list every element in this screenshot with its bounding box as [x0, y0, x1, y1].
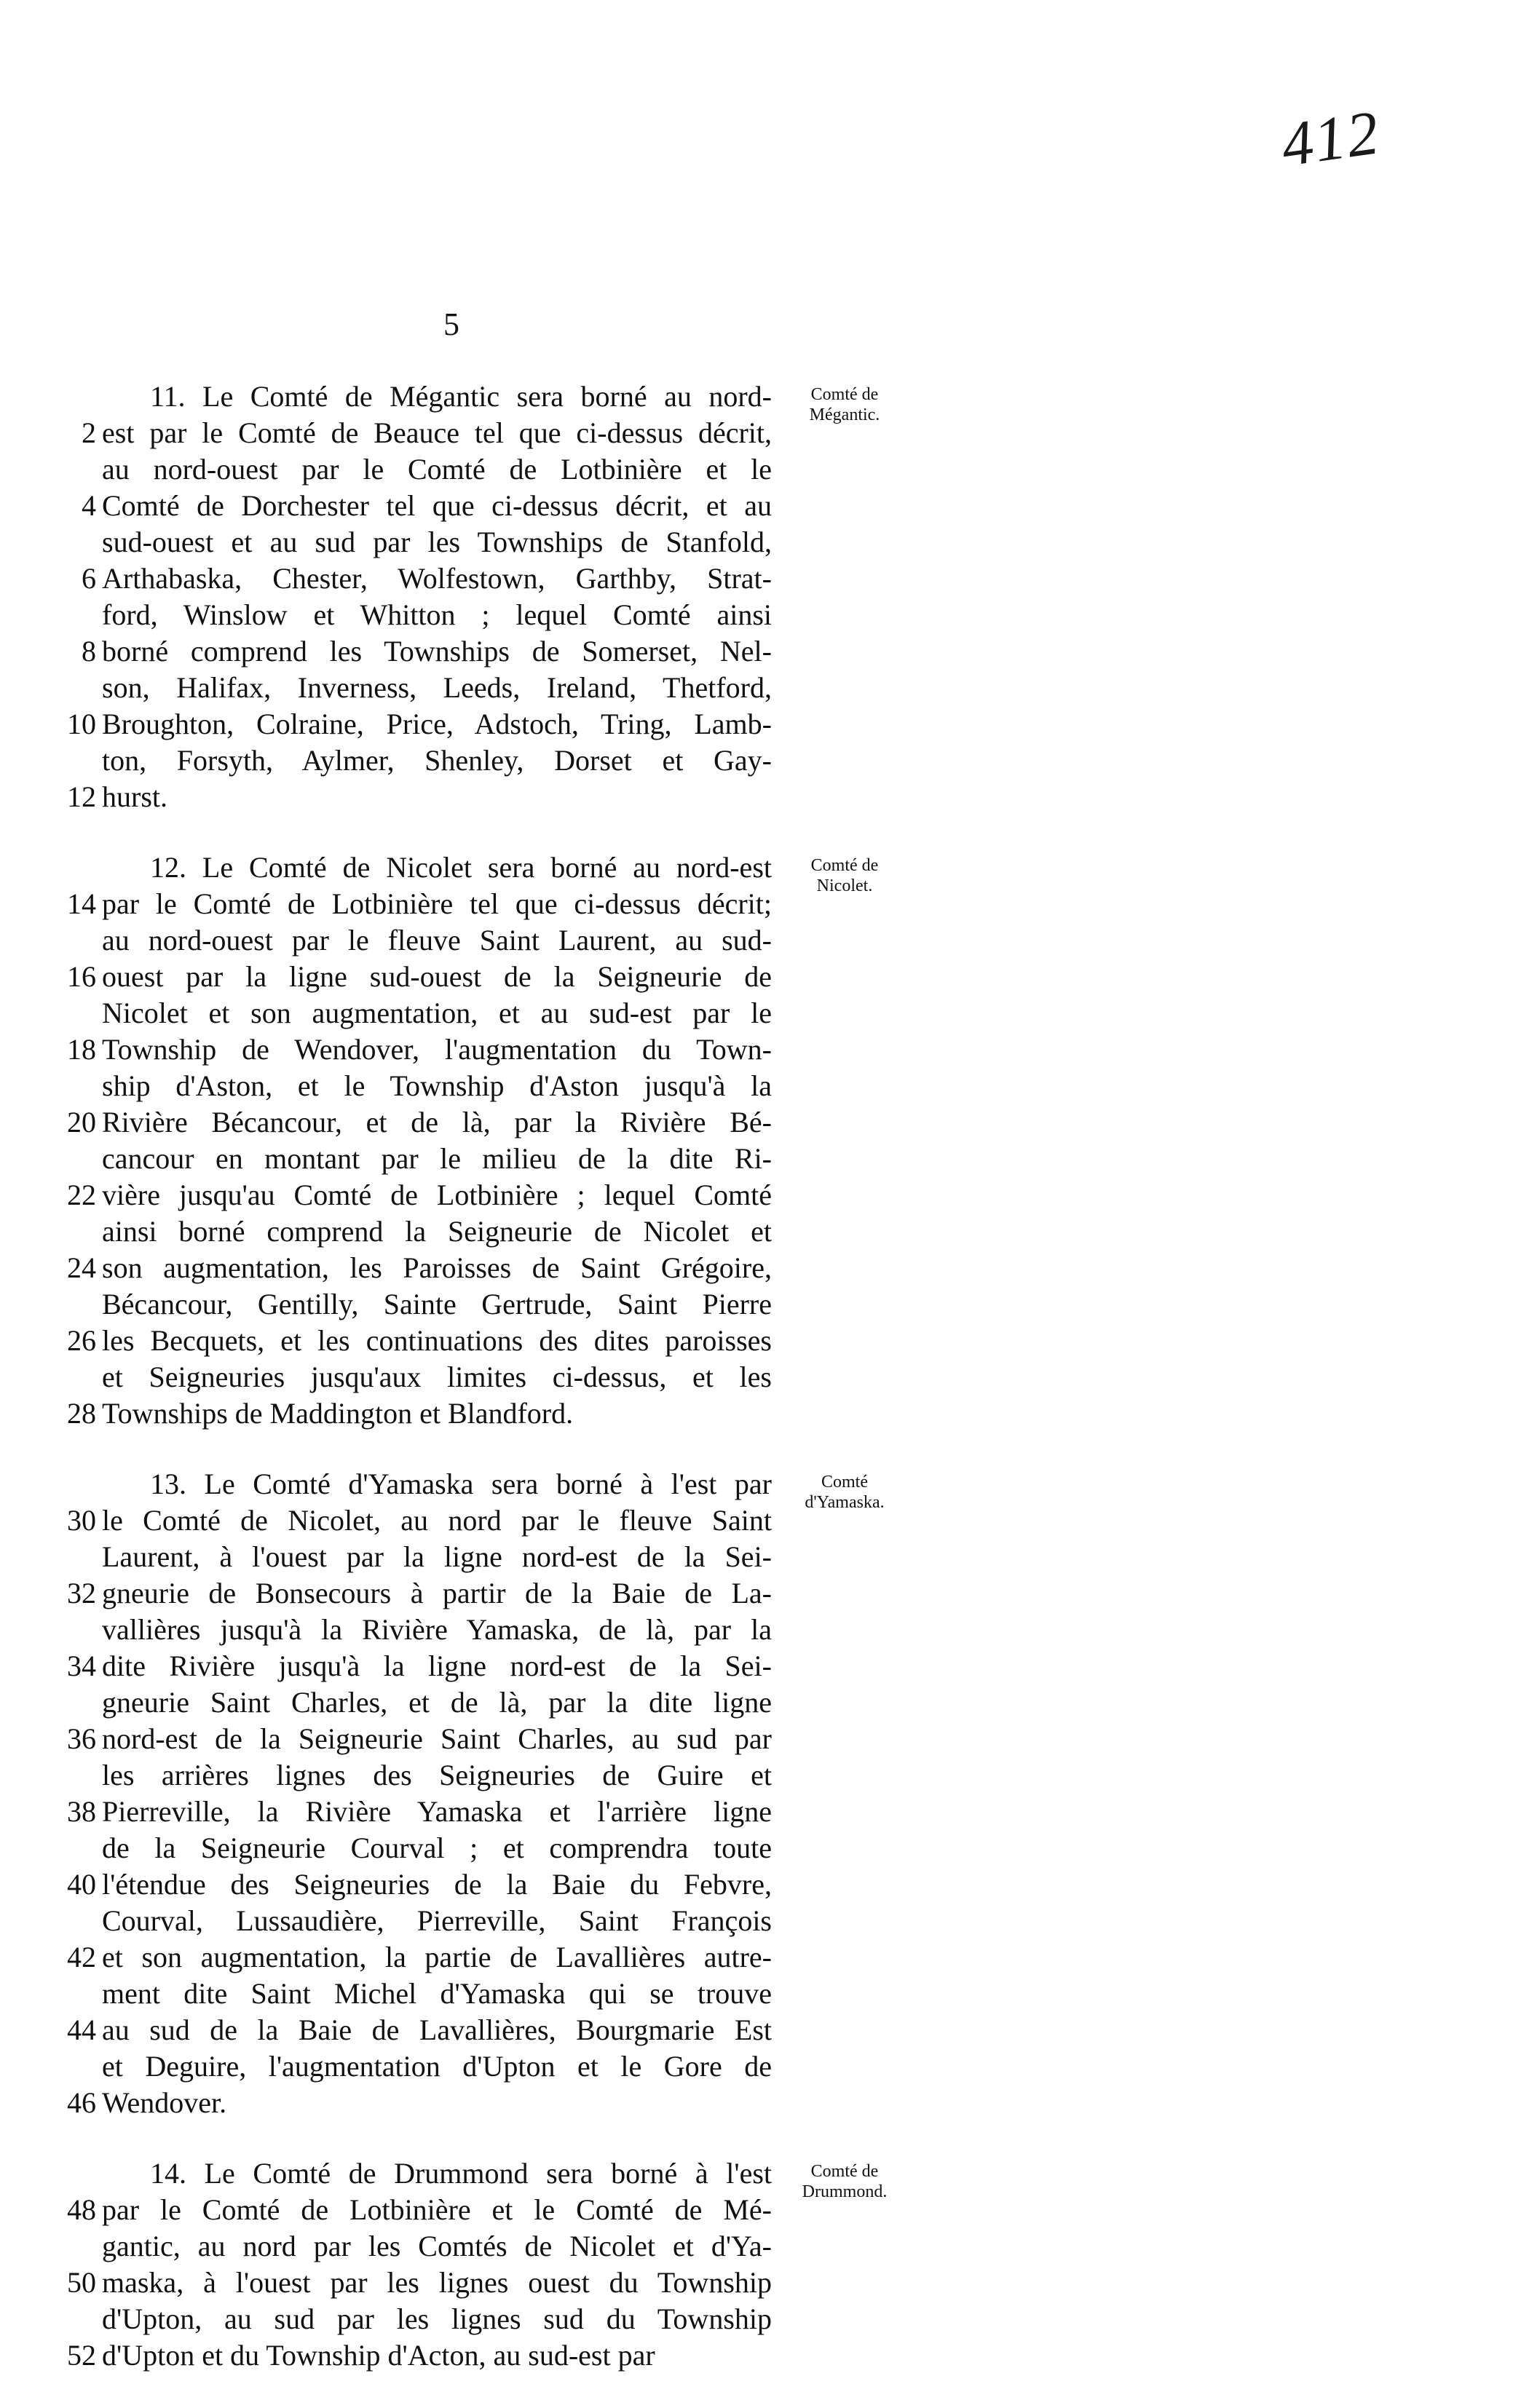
line-number: 4	[82, 489, 96, 522]
line-text: Nicolet et son augmentation, et au sud-est par le	[102, 997, 772, 1029]
text-line	[0, 1866, 1513, 1903]
text-line	[0, 995, 1513, 1031]
line-text: l'étendue des Seigneuries de la Baie du Febvre,	[102, 1868, 772, 1901]
line-text: Rivière Bécancour, et de là, par la Rivière Bé-	[102, 1106, 772, 1138]
line-text: Courval, Lussaudière, Pierreville, Saint François	[102, 1904, 772, 1937]
text-line	[0, 886, 1513, 922]
line-number: 20	[67, 1106, 96, 1138]
text-line	[0, 1177, 1513, 1213]
line-text: le Comté de Nicolet, au nord par le fleuve Saint	[102, 1504, 772, 1537]
line-text: maska, à l'ouest par les lignes ouest du Township	[102, 2266, 772, 2299]
line-text: borné comprend les Townships de Somerset, Nel-	[102, 635, 772, 668]
line-text: ship d'Aston, et le Township d'Aston jusqu'à la	[102, 1069, 772, 1102]
text-line	[0, 1684, 1513, 1721]
line-text: gantic, au nord par les Comtés de Nicolet et d'Ya-	[102, 2230, 772, 2262]
line-number: 30	[67, 1504, 96, 1537]
text-line	[0, 670, 1513, 706]
line-text: par le Comté de Lotbinière et le Comté de Mé-	[102, 2193, 772, 2226]
line-text: au nord-ouest par le fleuve Saint Laurent, au sud-	[102, 924, 772, 957]
text-line	[0, 1794, 1513, 1830]
line-text: gneurie de Bonsecours à partir de la Baie de La-	[102, 1577, 772, 1609]
text-line	[0, 1104, 1513, 1141]
text-line	[0, 1466, 1513, 1502]
line-text: Bécancour, Gentilly, Sainte Gertrude, Saint Pierre	[102, 1288, 772, 1320]
text-line	[0, 561, 1513, 597]
line-text: gneurie Saint Charles, et de là, par la dite ligne	[102, 1686, 772, 1719]
text-line	[0, 1939, 1513, 1976]
line-text: d'Upton et du Township d'Acton, au sud-est par	[102, 2339, 655, 2372]
line-number: 2	[82, 416, 96, 449]
line-number: 32	[67, 1577, 96, 1609]
text-line	[0, 1830, 1513, 1866]
line-number: 44	[67, 2013, 96, 2046]
text-line	[0, 1903, 1513, 1939]
line-number: 28	[67, 1397, 96, 1430]
line-text: ouest par la ligne sud-ouest de la Seigneurie de	[102, 960, 772, 993]
text-line	[0, 633, 1513, 670]
line-text: nord-est de la Seigneurie Saint Charles, au sud par	[102, 1722, 772, 1755]
text-line	[0, 415, 1513, 451]
line-text: ment dite Saint Michel d'Yamaska qui se trouve	[102, 1977, 772, 2010]
line-text: son, Halifax, Inverness, Leeds, Ireland, Thetford,	[102, 671, 772, 704]
text-line	[0, 2228, 1513, 2265]
handwritten-folio-number: 412	[1276, 97, 1385, 180]
line-text: au sud de la Baie de Lavallières, Bourgmarie Est	[102, 2013, 772, 2046]
line-number: 38	[67, 1795, 96, 1828]
line-text: ford, Winslow et Whitton ; lequel Comté ainsi	[102, 598, 772, 631]
line-number: 16	[67, 960, 96, 993]
text-line	[0, 922, 1513, 959]
section-paragraph	[0, 2155, 1513, 2374]
line-text: vière jusqu'au Comté de Lotbinière ; lequel Comté	[102, 1179, 772, 1211]
line-text: par le Comté de Lotbinière tel que ci-dessus décrit;	[102, 887, 772, 920]
text-line	[0, 2155, 1513, 2192]
text-line	[0, 2192, 1513, 2228]
text-line	[0, 451, 1513, 488]
text-line	[0, 1031, 1513, 1068]
text-line	[0, 488, 1513, 524]
text-line	[0, 1323, 1513, 1359]
line-text: Arthabaska, Chester, Wolfestown, Garthby, Strat-	[102, 562, 772, 595]
line-text: et Seigneuries jusqu'aux limites ci-dessus, et les	[102, 1361, 772, 1393]
section-paragraph	[0, 379, 1513, 815]
text-line	[0, 1286, 1513, 1323]
text-line	[0, 1757, 1513, 1794]
line-number: 40	[67, 1868, 96, 1901]
text-line	[0, 2012, 1513, 2048]
line-number: 22	[67, 1179, 96, 1211]
line-text: cancour en montant par le milieu de la dite Ri-	[102, 1142, 772, 1175]
line-text: Township de Wendover, l'augmentation du Town-	[102, 1033, 772, 1066]
line-text: Wendover.	[102, 2086, 227, 2119]
line-text: dite Rivière jusqu'à la ligne nord-est de la Sei-	[102, 1649, 772, 1682]
line-number: 48	[67, 2193, 96, 2226]
text-line	[0, 1575, 1513, 1612]
line-text: Laurent, à l'ouest par la ligne nord-est de la Sei-	[102, 1540, 772, 1573]
line-number: 36	[67, 1722, 96, 1755]
line-number: 52	[67, 2339, 96, 2372]
text-line	[0, 1648, 1513, 1684]
line-text: ton, Forsyth, Aylmer, Shenley, Dorset et Gay-	[102, 744, 772, 777]
line-text: 13. Le Comté d'Yamaska sera borné à l'est par	[150, 1468, 772, 1500]
line-number: 18	[67, 1033, 96, 1066]
line-text: 12. Le Comté de Nicolet sera borné au nord-est	[150, 851, 772, 884]
section-paragraph	[0, 849, 1513, 1432]
text-line	[0, 1612, 1513, 1648]
line-text: hurst.	[102, 780, 167, 813]
line-text: Broughton, Colraine, Price, Adstoch, Tring, Lamb-	[102, 708, 772, 740]
text-line	[0, 1502, 1513, 1539]
text-line	[0, 2048, 1513, 2085]
line-text: les arrières lignes des Seigneuries de Guire et	[102, 1759, 772, 1791]
text-line	[0, 849, 1513, 886]
text-line	[0, 706, 1513, 742]
text-line	[0, 2337, 1513, 2374]
line-number: 14	[67, 887, 96, 920]
text-line	[0, 524, 1513, 561]
line-number: 34	[67, 1649, 96, 1682]
line-text: et son augmentation, la partie de Lavallières autre-	[102, 1941, 772, 1973]
text-line	[0, 1395, 1513, 1432]
line-number: 8	[82, 635, 96, 668]
text-line	[0, 1359, 1513, 1395]
line-text: sud-ouest et au sud par les Townships de Stanfold,	[102, 526, 772, 558]
text-line	[0, 742, 1513, 779]
line-number: 46	[67, 2086, 96, 2119]
line-text: et Deguire, l'augmentation d'Upton et le Gore de	[102, 2050, 772, 2083]
margin-note: Comté de Drummond.	[802, 2162, 888, 2201]
text-line	[0, 779, 1513, 815]
margin-note: Comté d'Yamaska.	[805, 1473, 885, 1512]
line-text: son augmentation, les Paroisses de Saint Grégoire,	[102, 1251, 772, 1284]
line-number: 42	[67, 1941, 96, 1973]
line-text: les Becquets, et les continuations des dites paroisses	[102, 1324, 772, 1357]
line-number: 10	[67, 708, 96, 740]
line-text: est par le Comté de Beauce tel que ci-dessus décrit,	[102, 416, 772, 449]
line-text: vallières jusqu'à la Rivière Yamaska, de là, par la	[102, 1613, 772, 1646]
text-line	[0, 597, 1513, 633]
line-text: ainsi borné comprend la Seigneurie de Nicolet et	[102, 1215, 772, 1248]
text-line	[0, 2301, 1513, 2337]
text-line	[0, 1213, 1513, 1250]
text-line	[0, 1721, 1513, 1757]
text-line	[0, 1141, 1513, 1177]
line-text: 11. Le Comté de Mégantic sera borné au nord-	[150, 380, 772, 413]
line-text: Pierreville, la Rivière Yamaska et l'arrière ligne	[102, 1795, 772, 1828]
line-number: 6	[82, 562, 96, 595]
line-text: de la Seigneurie Courval ; et comprendra toute	[102, 1831, 772, 1864]
text-line	[0, 379, 1513, 415]
margin-note: Comté de Mégantic.	[809, 385, 880, 424]
section-paragraph	[0, 1466, 1513, 2121]
text-line	[0, 1068, 1513, 1104]
line-text: Comté de Dorchester tel que ci-dessus décrit, et au	[102, 489, 772, 522]
text-line	[0, 1539, 1513, 1575]
line-text: 14. Le Comté de Drummond sera borné à l'est	[150, 2157, 772, 2190]
margin-note: Comté de Nicolet.	[810, 856, 879, 895]
line-number: 26	[67, 1324, 96, 1357]
line-text: Townships de Maddington et Blandford.	[102, 1397, 574, 1430]
page-number: 5	[443, 306, 459, 342]
line-text: au nord-ouest par le Comté de Lotbinière et le	[102, 453, 772, 486]
text-line	[0, 2265, 1513, 2301]
line-number: 24	[67, 1251, 96, 1284]
document-body	[0, 379, 1513, 2408]
line-text: d'Upton, au sud par les lignes sud du Township	[102, 2302, 772, 2335]
text-line	[0, 1250, 1513, 1286]
text-line	[0, 1976, 1513, 2012]
line-number: 50	[67, 2266, 96, 2299]
line-number: 12	[67, 780, 96, 813]
text-line	[0, 2085, 1513, 2121]
text-line	[0, 959, 1513, 995]
